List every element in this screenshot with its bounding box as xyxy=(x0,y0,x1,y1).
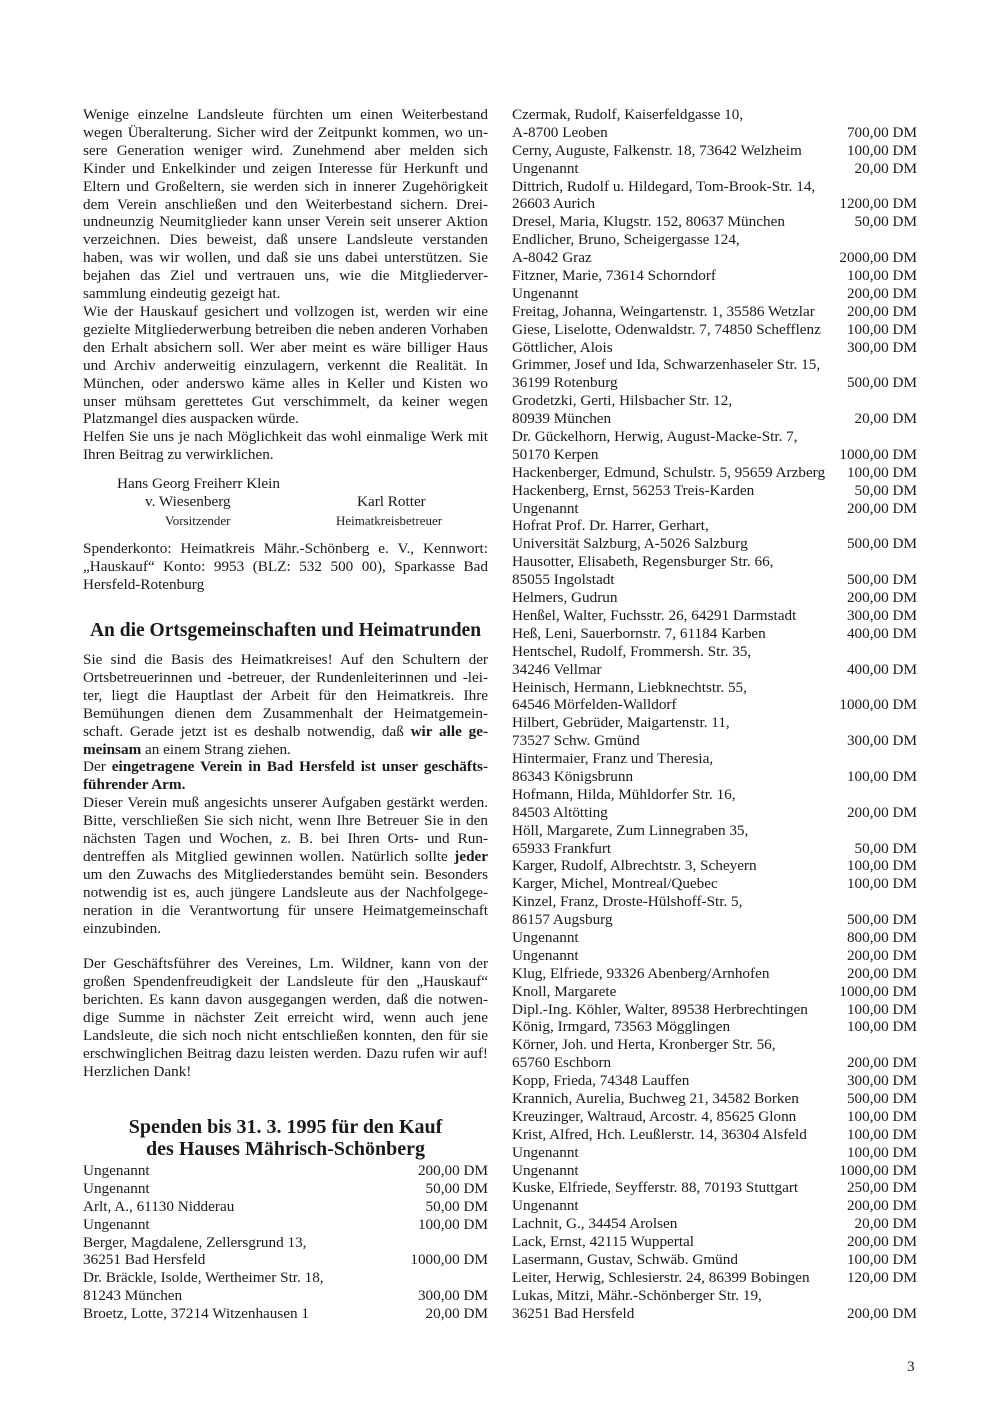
donation-row xyxy=(512,1215,917,1233)
donation-row xyxy=(512,840,917,858)
text: Sie sind die Basis des Heimatkreises! Auf den Schultern der Ortsbetreuerinnen und -betreuer, der Rundenleiterinnen und -leiter, liegt die Hauptlast der Arbeit für den Heimatkreis. Ihre Bemühungen dienen dem Zusammenhalt der Heimatgemeinschaft. Gerade jetzt ist es deshalb notwendig, daß xyxy=(83,651,488,740)
donor: 80939 München xyxy=(512,410,612,428)
donation-row xyxy=(83,1198,488,1216)
donor: Kreuzinger, Waltraud, Arcostr. 4, 85625 Glonn xyxy=(512,1107,797,1125)
donation-row xyxy=(512,249,917,267)
donor: 36199 Rotenburg xyxy=(512,374,618,392)
amount: 50,00 DM xyxy=(425,1197,488,1215)
donation-row xyxy=(512,929,917,947)
amount: 100,00 DM xyxy=(846,767,917,785)
donation-row xyxy=(83,1162,488,1180)
donor: Ungenannt xyxy=(512,946,579,964)
donor: Körner, Joh. und Herta, Kronberger Str. 56, xyxy=(512,1036,776,1054)
amount: 100,00 DM xyxy=(846,1143,917,1161)
donation-row xyxy=(512,875,917,893)
donor: 64546 Mörfelden-Walldorf xyxy=(512,696,677,714)
donor: Henßel, Walter, Fuchsstr. 26, 64291 Darmstadt xyxy=(512,606,797,624)
text: Helfen Sie uns je nach Möglichkeit das wohl einmalige Werk mit Ihren Beitrag zu verwirklichen. xyxy=(83,428,488,464)
amount: 50,00 DM xyxy=(854,213,917,231)
intro-text xyxy=(83,106,488,464)
amount: 200,00 DM xyxy=(846,302,917,320)
donation-row xyxy=(512,124,917,142)
donation-row xyxy=(512,339,917,357)
amount: 100,00 DM xyxy=(846,875,917,893)
donation-row xyxy=(512,160,917,178)
donation-row xyxy=(512,392,917,410)
amount: 100,00 DM xyxy=(846,320,917,338)
donation-row xyxy=(512,750,917,768)
amount: 400,00 DM xyxy=(846,660,917,678)
donation-row xyxy=(512,661,917,679)
amount: 300,00 DM xyxy=(846,732,917,750)
donor: 36251 Bad Hersfeld xyxy=(83,1251,206,1269)
donation-row xyxy=(512,285,917,303)
amount: 200,00 DM xyxy=(846,946,917,964)
donation-row xyxy=(83,1216,488,1234)
amount: 100,00 DM xyxy=(846,1251,917,1268)
amount: 800,00 DM xyxy=(846,928,917,946)
donation-row xyxy=(512,231,917,249)
page-number: 3 xyxy=(907,1358,915,1375)
amount: 500,00 DM xyxy=(846,1089,917,1107)
bold-text: wir alle gemeinsam xyxy=(83,722,488,758)
donation-row xyxy=(512,1144,917,1162)
donation-row xyxy=(512,1179,917,1197)
signature-role-1: Vorsitzender xyxy=(165,513,231,528)
donation-row xyxy=(512,589,917,607)
donation-row xyxy=(512,142,917,160)
donor: Hausotter, Elisabeth, Regensburger Str. 66, xyxy=(512,553,774,571)
donor: 73527 Schw. Gmünd xyxy=(512,732,640,750)
donor: Ungenannt xyxy=(83,1215,150,1233)
donation-row xyxy=(512,714,917,732)
donation-row xyxy=(512,965,917,983)
donation-list-right xyxy=(512,106,917,1323)
amount: 200,00 DM xyxy=(846,1304,917,1322)
amount: 2000,00 DM xyxy=(839,249,917,267)
donor: Kinzel, Franz, Droste-Hülshoff-Str. 5, xyxy=(512,893,743,911)
donor: Grodetzki, Gerti, Hilsbacher Str. 12, xyxy=(512,392,733,410)
donor: Lukas, Mitzi, Mähr.-Schönberger Str. 19, xyxy=(512,1286,762,1304)
bold-text: eingetragene Verein in Bad Hersfeld ist unser geschäftsführender Arm. xyxy=(83,758,488,794)
donor: 81243 München xyxy=(83,1287,183,1305)
amount: 1000,00 DM xyxy=(410,1251,488,1269)
donor: Hilbert, Gebrüder, Maigartenstr. 11, xyxy=(512,714,730,732)
donation-row xyxy=(83,1234,488,1252)
amount: 500,00 DM xyxy=(846,535,917,553)
text: Der Geschäftsführer des Vereines, Lm. Wildner, kann von der großen Spendenfreudigkeit der Landsleute für den „Hauskauf“ berichten. Es kann davon ausgegangen werden, daß die notwendige Summe in nächster Zeit erreicht wird, wenn auch jene Landsleute, die sich noch nicht entschließen konnten, den für sie erschwinglichen Beitrag dazu leisten werden. Dazu rufen wir auf! Herzlichen Dank! xyxy=(83,955,488,1080)
donor: Ungenannt xyxy=(512,159,579,177)
donor: Fitzner, Marie, 73614 Schorndorf xyxy=(512,267,716,285)
donor: Dr. Bräckle, Isolde, Wertheimer Str. 18, xyxy=(83,1269,324,1287)
donor: Dr. Gückelhorn, Herwig, August-Macke-Str. 7, xyxy=(512,428,798,446)
donor: Hackenberger, Edmund, Schulstr. 5, 95659 Arzberg xyxy=(512,463,826,481)
donor: Kuske, Elfriede, Seyfferstr. 88, 70193 Stuttgart xyxy=(512,1179,799,1197)
amount: 100,00 DM xyxy=(846,1018,917,1036)
paragraph xyxy=(83,651,488,758)
amount: 300,00 DM xyxy=(846,1072,917,1090)
donor: Ungenannt xyxy=(512,284,579,302)
donor: Lasermann, Gustav, Schwäb. Gmünd xyxy=(512,1251,738,1268)
donor: Hofrat Prof. Dr. Harrer, Gerhart, xyxy=(512,517,709,535)
donation-row xyxy=(512,356,917,374)
donation-row xyxy=(512,464,917,482)
donor: Heinisch, Hermann, Liebknechtstr. 55, xyxy=(512,678,747,696)
donation-row xyxy=(512,625,917,643)
donor: Czermak, Rudolf, Kaiserfeldgasse 10, xyxy=(512,106,744,123)
donor: 65760 Eschborn xyxy=(512,1054,612,1072)
donation-row xyxy=(512,1090,917,1108)
donor: Hentschel, Rudolf, Frommersh. Str. 35, xyxy=(512,642,752,660)
donor: Ungenannt xyxy=(512,1197,579,1215)
donation-row xyxy=(512,822,917,840)
donor: A-8700 Leoben xyxy=(512,123,608,141)
amount: 1000,00 DM xyxy=(839,982,917,1000)
donor: Ungenannt xyxy=(83,1179,150,1197)
text: Dieser Verein muß angesichts unserer Aufgaben gestärkt werden. Bitte, verschließen Sie sich nicht, wenn Ihre Betreuer Sie in den nächsten Tagen und Wochen, z. B. bei Ihren Orts- und Rundentreffen als Mitglied gewinnen wollen. Natürlich sollte xyxy=(83,794,488,865)
donor: Karger, Rudolf, Albrechtstr. 3, Scheyern xyxy=(512,857,757,875)
donation-row xyxy=(512,571,917,589)
donor: 85055 Ingolstadt xyxy=(512,571,615,589)
donor: Berger, Magdalene, Zellersgrund 13, xyxy=(83,1233,307,1251)
donation-row xyxy=(512,446,917,464)
donation-row xyxy=(512,804,917,822)
donor: 34246 Vellmar xyxy=(512,660,602,678)
amount: 200,00 DM xyxy=(846,1197,917,1215)
donation-row xyxy=(512,517,917,535)
donation-row xyxy=(512,893,917,911)
donor: Knoll, Margarete xyxy=(512,982,617,1000)
paragraph xyxy=(83,428,488,464)
donor: 36251 Bad Hersfeld xyxy=(512,1304,635,1322)
donation-row xyxy=(512,213,917,231)
donation-row xyxy=(512,1072,917,1090)
donation-row xyxy=(512,1233,917,1251)
donor: Kopp, Frieda, 74348 Lauffen xyxy=(512,1072,690,1090)
donation-row xyxy=(512,732,917,750)
amount: 200,00 DM xyxy=(846,964,917,982)
donor: Hintermaier, Franz und Theresia, xyxy=(512,750,714,768)
amount: 200,00 DM xyxy=(417,1162,488,1179)
donor: Dresel, Maria, Klugstr. 152, 80637 München xyxy=(512,213,785,231)
donation-row xyxy=(512,768,917,786)
donation-row xyxy=(512,374,917,392)
donation-list-left xyxy=(83,1162,488,1323)
amount: 200,00 DM xyxy=(846,1054,917,1072)
donation-row xyxy=(512,1036,917,1054)
amount: 50,00 DM xyxy=(854,481,917,499)
donor: Göttlicher, Alois xyxy=(512,338,613,356)
donation-row xyxy=(512,911,917,929)
paragraph xyxy=(83,758,488,794)
donor: Helmers, Gudrun xyxy=(512,589,618,607)
amount: 100,00 DM xyxy=(417,1215,488,1233)
donation-row xyxy=(512,1251,917,1269)
donation-row xyxy=(512,1054,917,1072)
donor: Ungenannt xyxy=(512,1143,579,1161)
donation-row xyxy=(83,1287,488,1305)
account-info xyxy=(83,540,488,594)
donation-row xyxy=(512,857,917,875)
amount: 300,00 DM xyxy=(846,338,917,356)
donation-row xyxy=(512,106,917,124)
donor: Karger, Michel, Montreal/Quebec xyxy=(512,875,718,893)
paragraph xyxy=(83,106,488,303)
donation-row xyxy=(512,178,917,196)
donation-row xyxy=(83,1269,488,1287)
donation-row xyxy=(512,267,917,285)
amount: 20,00 DM xyxy=(854,410,917,428)
donor: Endlicher, Bruno, Scheigergasse 124, xyxy=(512,231,740,249)
donation-row xyxy=(512,1287,917,1305)
donor: 50170 Kerpen xyxy=(512,445,599,463)
amount: 200,00 DM xyxy=(846,1233,917,1251)
donor: Heß, Leni, Sauerbornstr. 7, 61184 Karben xyxy=(512,624,766,642)
text: Wie der Hauskauf gesichert und vollzogen ist, werden wir eine gezielte Mitgliederwerbung betreiben die neben anderen Vorhaben den Erhalt absichern soll. Wer aber meint es wäre billiger Haus und Archiv anderweitig einzulagern, verkennt die Realität. In München, oder anderswo käme alles in Keller und Kisten wo unser mühsam gerettetes Gut verschimmelt, da keiner wegen Platzmangel dies auspacken würde. xyxy=(83,302,488,428)
paragraph xyxy=(83,955,488,1080)
amount: 1200,00 DM xyxy=(839,195,917,213)
amount: 500,00 DM xyxy=(846,374,917,392)
donation-row xyxy=(512,1197,917,1215)
donor: Dipl.-Ing. Köhler, Walter, 89538 Herbrechtingen xyxy=(512,1000,808,1018)
donation-row xyxy=(512,1162,917,1180)
amount: 20,00 DM xyxy=(854,1215,917,1233)
donor: 84503 Altötting xyxy=(512,803,608,821)
donation-row xyxy=(83,1305,488,1323)
amount: 100,00 DM xyxy=(846,1000,917,1018)
donation-row xyxy=(512,1126,917,1144)
signature-role-2: Heimatkreisbetreuer xyxy=(336,513,443,528)
paragraph xyxy=(83,303,488,428)
text: an einem Strang ziehen. xyxy=(141,740,291,758)
amount: 300,00 DM xyxy=(846,606,917,624)
bold-text: jeder xyxy=(454,847,488,865)
amount: 50,00 DM xyxy=(854,839,917,857)
amount: 250,00 DM xyxy=(846,1179,917,1197)
donation-row xyxy=(512,786,917,804)
donation-row xyxy=(512,482,917,500)
donor: Lachnit, G., 34454 Arolsen xyxy=(512,1215,678,1233)
amount: 300,00 DM xyxy=(417,1287,488,1305)
donation-row xyxy=(83,1251,488,1269)
donation-row xyxy=(512,1108,917,1126)
paragraph xyxy=(83,794,488,937)
donation-row xyxy=(512,535,917,553)
signature-name-1-line2: v. Wiesenberg xyxy=(145,493,231,510)
donor: Ungenannt xyxy=(512,499,579,517)
text: Wenige einzelne Landsleute fürchten um einen Weiterbestand wegen Überalterung. Sicher wird der Zeitpunkt kommen, wo unsere Generation weniger wird. Zunehmend aber melden sich Kinder und Enkelkinder und zeigen Interesse für Herkunft und Eltern und Großeltern, sie werden sich in innerer Zugehörigkeit dem Verein anschließen und den Weiterbestand sichern. Dreiundneunzig Neumitglieder kann unser Verein seit unserer Aktion verzeichnen. Dies beweist, daß unsere Landsleute verstanden haben, was wir wollen, und daß sie uns dabei unterstützen. Sie bejahen das Ziel und vertrauen uns, wie die Mitgliederversammlung eindeutig gezeigt hat. xyxy=(83,106,488,303)
donation-row xyxy=(512,1305,917,1323)
donor: Grimmer, Josef und Ida, Schwarzenhaseler Str. 15, xyxy=(512,356,821,374)
donor: A-8042 Graz xyxy=(512,249,592,267)
section-text xyxy=(83,651,488,1081)
text: um den Zuwachs des Mitgliederstandes bemüht sein. Besonders notwendig ist es, auch jüngere Landsleute aus der Nachfolgegeneration in die Verantwortung für unsere Heimatgemeinschaft einzubinden. xyxy=(83,865,488,937)
donor: 26603 Aurich xyxy=(512,195,596,213)
donor: Ungenannt xyxy=(83,1162,150,1179)
amount: 1000,00 DM xyxy=(839,1161,917,1179)
amount: 20,00 DM xyxy=(425,1305,488,1323)
donor: Dittrich, Rudolf u. Hildegard, Tom-Brook-Str. 14, xyxy=(512,177,816,195)
donation-row xyxy=(512,679,917,697)
donor: Broetz, Lotte, 37214 Witzenhausen 1 xyxy=(83,1305,310,1323)
signature-name-1: Hans Georg Freiherr Klein xyxy=(117,475,280,492)
amount: 200,00 DM xyxy=(846,284,917,302)
donation-row xyxy=(512,1001,917,1019)
donor: Hackenberg, Ernst, 56253 Treis-Karden xyxy=(512,481,755,499)
amount: 100,00 DM xyxy=(846,857,917,875)
donation-row xyxy=(83,1180,488,1198)
donor: König, Irmgard, 73563 Mögglingen xyxy=(512,1018,731,1036)
donor: Giese, Liselotte, Odenwaldstr. 7, 74850 Schefflenz xyxy=(512,320,821,338)
amount: 200,00 DM xyxy=(846,589,917,607)
donation-row xyxy=(512,983,917,1001)
amount: 500,00 DM xyxy=(846,571,917,589)
donation-row xyxy=(512,410,917,428)
donations-heading-line1: Spenden bis 31. 3. 1995 für den Kauf xyxy=(128,1116,443,1138)
amount: 100,00 DM xyxy=(846,463,917,481)
donor: Cerny, Auguste, Falkenstr. 18, 73642 Welzheim xyxy=(512,141,802,159)
donation-row xyxy=(512,303,917,321)
donor: Hofmann, Hilda, Mühldorfer Str. 16, xyxy=(512,785,736,803)
donation-row xyxy=(512,1018,917,1036)
donor: Freitag, Johanna, Weingartenstr. 1, 35586 Wetzlar xyxy=(512,302,815,320)
donor: Höll, Margarete, Zum Linnegraben 35, xyxy=(512,821,749,839)
donations-heading-line2: des Hauses Mährisch-Schönberg xyxy=(146,1138,425,1160)
donation-row xyxy=(512,500,917,518)
donor: 65933 Frankfurt xyxy=(512,839,612,857)
donation-row xyxy=(512,607,917,625)
amount: 1000,00 DM xyxy=(839,696,917,714)
donor: Ungenannt xyxy=(512,1161,579,1179)
donor: Klug, Elfriede, 93326 Abenberg/Arnhofen xyxy=(512,964,770,982)
donations-heading xyxy=(83,1116,488,1160)
donation-row xyxy=(512,195,917,213)
donor: Universität Salzburg, A-5026 Salzburg xyxy=(512,535,748,553)
donation-row xyxy=(512,696,917,714)
donation-row xyxy=(512,553,917,571)
section-heading: An die Ortsgemeinschaften und Heimatrunden xyxy=(89,620,482,641)
donor: 86157 Augsburg xyxy=(512,911,613,929)
donation-row xyxy=(512,321,917,339)
amount: 100,00 DM xyxy=(846,141,917,159)
amount: 100,00 DM xyxy=(846,1125,917,1143)
donor: Arlt, A., 61130 Nidderau xyxy=(83,1197,235,1215)
amount: 500,00 DM xyxy=(846,911,917,929)
donation-row xyxy=(512,1269,917,1287)
amount: 200,00 DM xyxy=(846,803,917,821)
amount: 120,00 DM xyxy=(846,1268,917,1286)
donation-row xyxy=(512,428,917,446)
signature-name-2: Karl Rotter xyxy=(357,493,426,510)
amount: 700,00 DM xyxy=(846,123,917,141)
amount: 400,00 DM xyxy=(846,624,917,642)
amount: 200,00 DM xyxy=(846,499,917,517)
donation-row xyxy=(512,643,917,661)
amount: 100,00 DM xyxy=(846,267,917,285)
donor: Ungenannt xyxy=(512,928,579,946)
donor: Krist, Alfred, Hch. Leußlerstr. 14, 36304 Alsfeld xyxy=(512,1125,807,1143)
text: Der xyxy=(83,758,112,776)
amount: 50,00 DM xyxy=(425,1179,488,1197)
donation-row xyxy=(512,947,917,965)
donor: Lack, Ernst, 42115 Wuppertal xyxy=(512,1233,695,1251)
account-text: Spenderkonto: Heimatkreis Mähr.-Schönberg e. V., Kennwort: „Hauskauf“ Konto: 9953 (BLZ: 532 500 00), Sparkasse Bad Hersfeld-Rotenburg xyxy=(83,540,488,593)
donor: Krannich, Aurelia, Buchweg 21, 34582 Borken xyxy=(512,1089,799,1107)
amount: 1000,00 DM xyxy=(839,445,917,463)
donor: Leiter, Herwig, Schlesierstr. 24, 86399 Bobingen xyxy=(512,1268,810,1286)
amount: 100,00 DM xyxy=(846,1107,917,1125)
donor: 86343 Königsbrunn xyxy=(512,767,634,785)
amount: 20,00 DM xyxy=(854,159,917,177)
